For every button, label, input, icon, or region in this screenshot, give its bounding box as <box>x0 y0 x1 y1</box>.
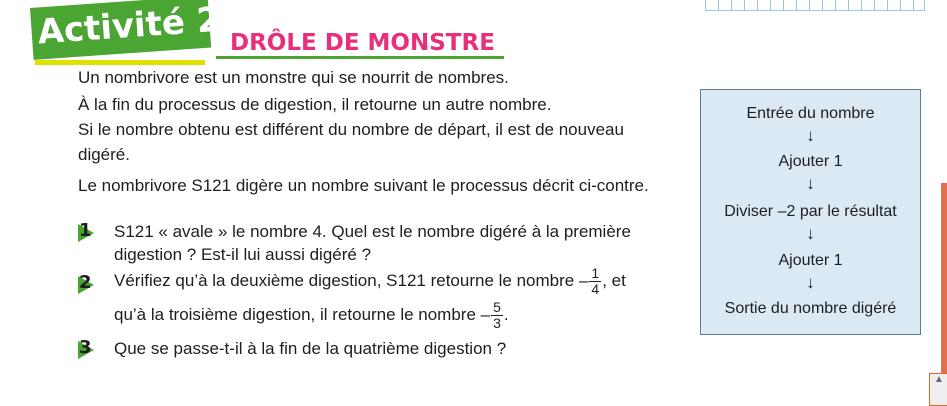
title-underline <box>216 56 504 59</box>
chevron-up-icon: ▲ <box>934 374 944 385</box>
fraction-numerator: 5 <box>493 299 501 315</box>
question-2-text-c: qu’à la troisième digestion, il retourne le nombre – <box>114 304 491 324</box>
flow-arrow-icon: ↓ <box>806 174 815 193</box>
intro-line-1: Un nombrivore est un monstre qui se nourrit de nombres. <box>78 68 509 87</box>
question-1-line-1: S121 « avale » le nombre 4. Quel est le nombre digéré à la première <box>114 222 631 241</box>
page-edge-decoration <box>941 183 947 373</box>
page-title: DRÔLE DE MONSTRE <box>230 30 495 56</box>
flow-step-2: Ajouter 1 <box>778 153 843 170</box>
process-flowchart <box>700 89 921 335</box>
flow-step-1: Entrée du nombre <box>746 105 875 122</box>
intro-line-4: digéré. <box>78 145 130 164</box>
intro-line-2: À la fin du processus de digestion, il retourne un autre nombre. <box>78 95 552 114</box>
question-number: 1 <box>79 220 92 241</box>
question-2-line-2 <box>114 300 509 331</box>
activity-badge <box>30 0 222 60</box>
flow-arrow-icon: ↓ <box>806 273 815 292</box>
question-3-line-1: Que se passe-t-il à la fin de la quatrième digestion ? <box>114 339 507 358</box>
intro-line-3: Si le nombre obtenu est différent du nombre de départ, il est de nouveau <box>78 120 624 139</box>
flow-arrow-icon: ↓ <box>806 126 815 145</box>
question-2-line-1 <box>114 266 626 297</box>
question-2-text-a: Vérifiez qu’à la deuxième digestion, S121 retourne le nombre – <box>114 270 589 290</box>
fraction-numerator: 1 <box>591 265 600 281</box>
fraction-denominator: 3 <box>493 315 501 331</box>
question-1-line-2: digestion ? Est-il lui aussi digéré ? <box>114 245 372 264</box>
fraction-denominator: 4 <box>591 281 600 297</box>
question-number: 2 <box>79 272 92 293</box>
fraction-one-quarter <box>589 266 601 297</box>
scroll-up-button[interactable] <box>929 373 947 406</box>
question-number: 3 <box>79 337 92 358</box>
flow-step-5: Sortie du nombre digéré <box>724 300 897 317</box>
grid-strip <box>705 0 925 11</box>
question-2-text-d: . <box>503 304 509 324</box>
badge-underline <box>35 60 205 65</box>
flow-step-4: Ajouter 1 <box>778 252 843 269</box>
activity-badge-label: Activité 2 <box>36 0 222 53</box>
question-2-text-b: , et <box>602 270 626 290</box>
fraction-five-thirds <box>491 300 503 331</box>
flow-arrow-icon: ↓ <box>806 224 815 243</box>
flow-step-3: Diviser –2 par le résultat <box>724 203 897 220</box>
intro-line-5: Le nombrivore S121 digère un nombre suivant le processus décrit ci-contre. <box>78 176 649 195</box>
